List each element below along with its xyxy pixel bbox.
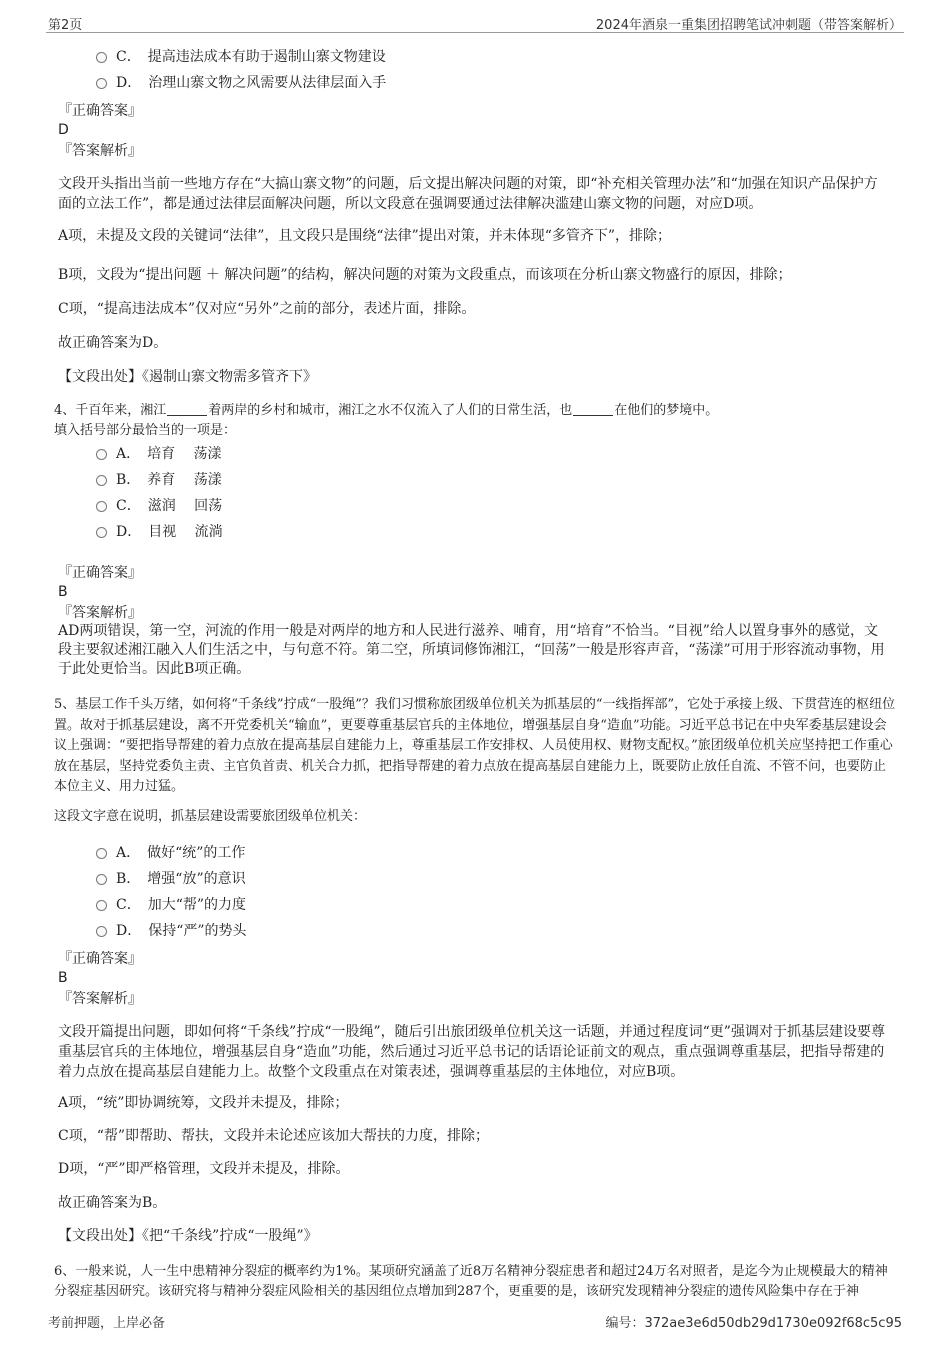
q5-analysis-label: 『答案解析』: [58, 991, 142, 1007]
q5-answer-label: 『正确答案』: [58, 951, 142, 967]
q3-answer: D: [58, 122, 69, 138]
q4-stem: 4、千百年来，湘江 着两岸的乡村和城市，湘江之水不仅流入了人们的日常生活，也 在他们的梦境中。: [54, 403, 719, 418]
q5-analysis-paragraph: 文段开篇提出问题，即如何将“千条线”拧成“一股绳”，随后引出旅团级单位机关这一话题，并通过程度词“更”强调对于抓基层建设要尊重基层官兵的主体地位，增强基层自身“造血”功能，然后通过习近平总书记的话语论证前文的观点，重点强调尊重基层，把指导帮建的着力点放在提高基层自建能力上。故整个文段重点在对策表述，强调尊重基层的主体地位，对应B项。: [58, 1024, 885, 1080]
q3-analysis-option-b: B项，文段为“提出问题 ＋ 解决问题”的结构，解决问题的对策为文段重点，而该项在分析山寨文物盛行的原因，排除；: [58, 267, 792, 283]
q5-stem: 5、基层工作千头万绪，如何将“千条线”拧成“一股绳”？我们习惯称旅团级单位机关为抓基层的“一线指挥部”，它处于承接上级、下贯营连的枢纽位置。故对于抓基层建设，离不开党委机关“输血”，更要尊重基层官兵的主体地位，增强基层自身“造血”功能。习近平总书记在中央军委基层建设会议上强调：“要把指导帮建的着力点放在提高基层自建能力上，尊重基层工作安排权、人员使用权、财物支配权。”旅团级单位机关应坚持把工作重心放在基层，坚持党委负主责、主官负首责、机关合力抓，把指导帮建的着力点放在提高基层自建能力上，既要防止放任自流、不管不问，也要防止本位主义、用力过猛。: [54, 697, 896, 794]
radio-icon[interactable]: [96, 874, 107, 885]
q3-answer-label: 『正确答案』: [58, 103, 142, 119]
page-number: 第2页: [48, 18, 83, 33]
q5-option-c[interactable]: C． 加大“帮”的力度: [96, 895, 246, 915]
radio-icon[interactable]: [96, 449, 107, 460]
q3-option-d[interactable]: D． 治理山寨文物之风需要从法律层面入手: [96, 73, 386, 93]
q4-answer: B: [58, 584, 68, 600]
q5-analysis-option-d: D项，“严”即严格管理，文段并未提及，排除。: [58, 1161, 350, 1177]
q4-prompt: 填入括号部分最恰当的一项是：: [54, 423, 237, 438]
radio-icon[interactable]: [96, 52, 107, 63]
q5-option-b[interactable]: B． 增强“放”的意识: [96, 869, 246, 889]
radio-icon[interactable]: [96, 78, 107, 89]
q6-stem: 6、一般来说，人一生中患精神分裂症的概率约为1%。某项研究涵盖了近8万名精神分裂症患者和超过24万名对照者，是迄今为止规模最大的精神分裂症基因研究。该研究将与精神分裂症风险相关的基因组位点增加到287个，更重要的是，该研究发现精神分裂症的遗传风险集中存在于神: [54, 1264, 888, 1299]
document-title: 2024年酒泉一重集团招聘笔试冲刺题（带答案解析）: [595, 18, 902, 33]
q3-analysis-option-a: A项，未提及文段的关键词“法律”，且文段只是围绕“法律”提出对策，并未体现“多管齐下”，排除；: [58, 228, 672, 244]
fill-blank: [573, 403, 613, 416]
fill-blank: [167, 403, 207, 416]
q3-analysis-option-c: C项，“提高违法成本”仅对应“另外”之前的部分，表述片面，排除。: [58, 301, 476, 317]
q4-option-a[interactable]: A． 培育 荡漾: [96, 444, 222, 464]
q5-answer: B: [58, 970, 68, 986]
q5-option-a[interactable]: A． 做好“统”的工作: [96, 843, 245, 863]
q5-conclusion: 故正确答案为B。: [58, 1195, 167, 1211]
q4-analysis: AD两项错误，第一空，河流的作用一般是对两岸的地方和人民进行滋养、哺育，用“培育”不恰当。“目视”给人以置身事外的感觉，文段主要叙述湘江融入人们生活之中，与句意不符。第二空，所填词修饰湘江，“回荡”一般是形容声音，“荡漾”可用于形容流动事物，用于此处更恰当。因此B项正确。: [58, 623, 885, 677]
page-header: [46, 14, 904, 33]
q5-analysis-option-a: A项，“统”即协调统筹，文段并未提及，排除；: [58, 1095, 349, 1111]
q4-option-b[interactable]: B． 养育 荡漾: [96, 470, 222, 490]
q4-answer-label: 『正确答案』: [58, 565, 142, 581]
radio-icon[interactable]: [96, 900, 107, 911]
radio-icon[interactable]: [96, 527, 107, 538]
q5-source: 【文段出处】《把“千条线”拧成“一股绳”》: [58, 1228, 318, 1244]
q3-conclusion: 故正确答案为D。: [58, 335, 168, 351]
radio-icon[interactable]: [96, 501, 107, 512]
q3-option-c[interactable]: C． 提高违法成本有助于遏制山寨文物建设: [96, 47, 386, 67]
q4-option-c[interactable]: C． 滋润 回荡: [96, 496, 222, 516]
q3-source: 【文段出处】《遏制山寨文物需多管齐下》: [58, 369, 317, 385]
q3-analysis-paragraph: 文段开头指出当前一些地方存在“大搞山寨文物”的问题，后文提出解决问题的对策，即“补充相关管理办法”和“加强在知识产品保护方面的立法工作”，都是通过法律层面解决问题，所以文段意在强调要通过法律解决滥建山寨文物的问题，对应D项。: [58, 176, 878, 212]
q4-analysis-label: 『答案解析』: [58, 605, 142, 621]
document-code: 编号：372ae3e6d50db29d1730e092f68c5c95: [605, 1316, 902, 1331]
footer-slogan: 考前押题，上岸必备: [48, 1316, 166, 1331]
radio-icon[interactable]: [96, 926, 107, 937]
radio-icon[interactable]: [96, 848, 107, 859]
q5-analysis-option-c: C项，“帮”即帮助、帮扶，文段并未论述应该加大帮扶的力度，排除；: [58, 1128, 490, 1144]
q5-prompt: 这段文字意在说明，抓基层建设需要旅团级单位机关：: [54, 809, 367, 824]
q4-option-d[interactable]: D． 目视 流淌: [96, 522, 223, 542]
q5-option-d[interactable]: D． 保持“严”的势头: [96, 921, 247, 941]
radio-icon[interactable]: [96, 475, 107, 486]
q3-analysis-label: 『答案解析』: [58, 143, 142, 159]
